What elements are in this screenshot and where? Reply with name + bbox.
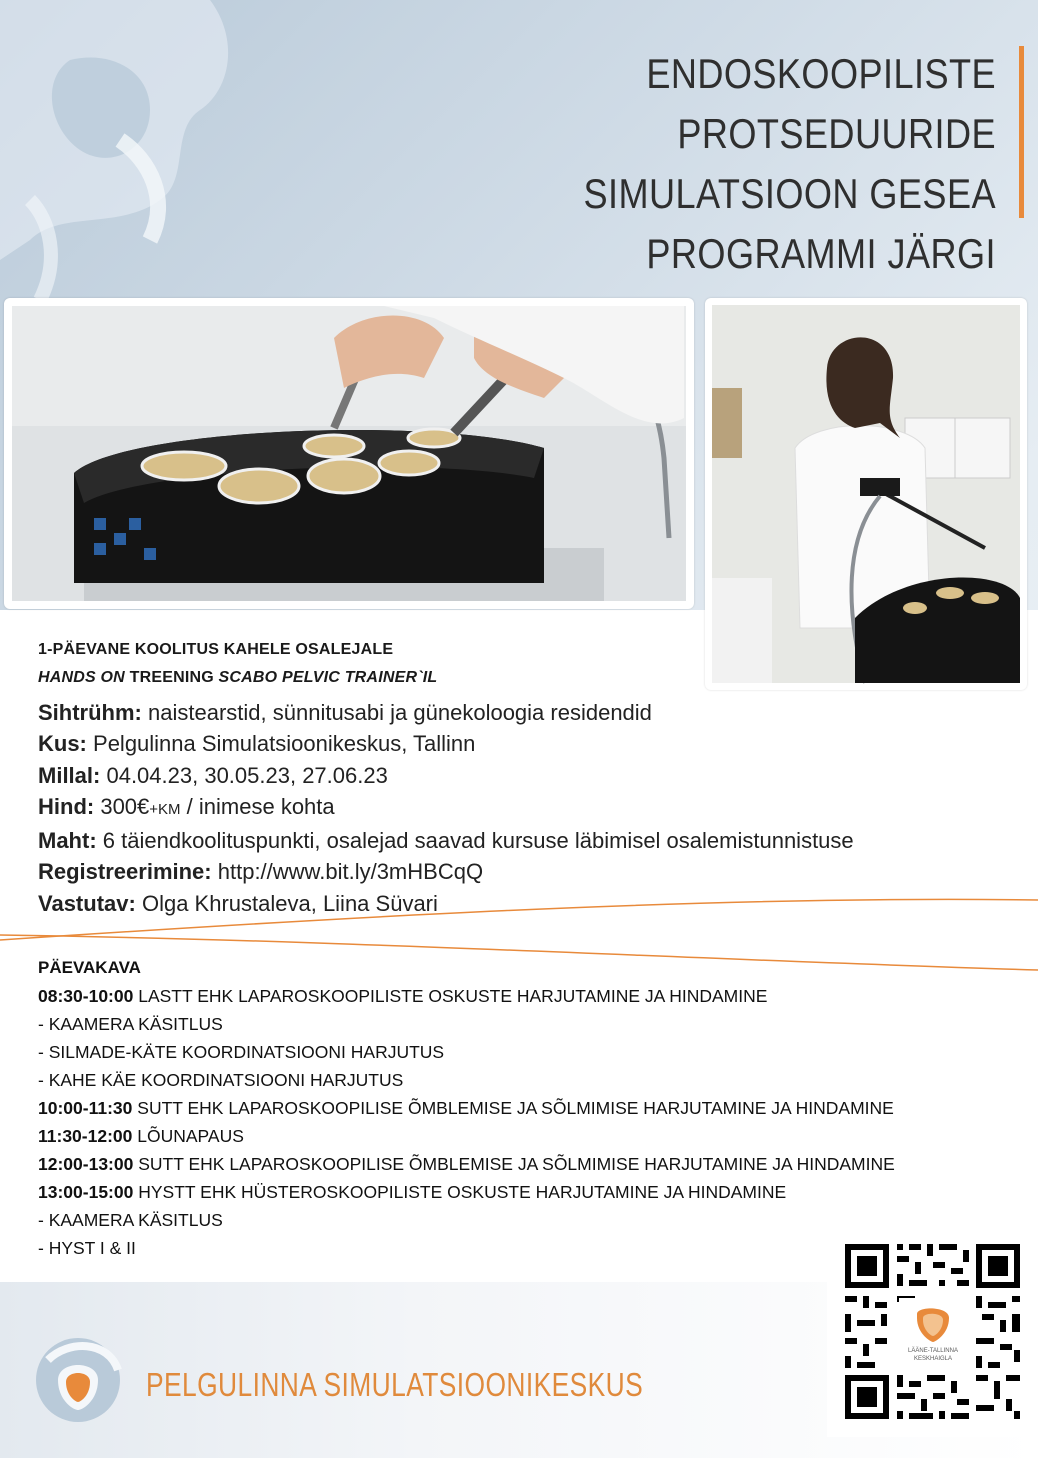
schedule-item: - SILMADE-KÄTE KOORDINATSIOONI HARJUTUS xyxy=(38,1042,445,1062)
schedule-item: 10:00-11:30 SUTT EHK LAPAROSKOOPILISE ÕMBLEMISE JA SÕLMIMISE HARJUTAMINE JA HINDAMINE xyxy=(38,1098,894,1118)
background-decoration xyxy=(0,0,300,300)
schedule-item: 08:30-10:00 LASTT EHK LAPAROSKOOPILISTE OSKUSTE HARJUTAMINE JA HINDAMINE xyxy=(38,986,768,1006)
schedule-item: 11:30-12:00 LÕUNAPAUS xyxy=(38,1126,244,1146)
title-line-3: PROGRAMMI JÄRGI xyxy=(646,230,996,277)
course-heading xyxy=(38,636,437,692)
detail-target-group: Sihtrühm: naistearstid, sünnitusabi ja günekoloogia residendid xyxy=(38,700,652,725)
qr-code-icon xyxy=(827,1226,1038,1437)
title-accent-bar xyxy=(1019,46,1024,218)
center-name: PELGULINNA SIMULATSIOONIKESKUS xyxy=(146,1366,644,1403)
detail-price: Hind: 300€+KM / inimese kohta xyxy=(38,793,335,819)
detail-registration: Registreerimine: http://www.bit.ly/3mHBCqQ xyxy=(38,859,484,885)
schedule-heading: PÄEVAKAVA xyxy=(38,958,141,977)
training-trainer: SCABO PELVIC TRAINER`IL xyxy=(218,669,438,686)
training-line xyxy=(38,664,437,692)
schedule-item: - HYST I & II xyxy=(38,1238,136,1258)
schedule-item: - KAAMERA KÄSITLUS xyxy=(38,1014,223,1034)
photo-instructor xyxy=(705,298,1027,690)
photo-pelvic-trainer xyxy=(4,298,694,609)
qr-code[interactable] xyxy=(827,1226,1038,1437)
registration-link[interactable]: http://www.bit.ly/3mHBCqQ xyxy=(217,859,484,885)
schedule-item: 12:00-13:00 SUTT EHK LAPAROSKOOPILISE ÕMBLEMISE JA SÕLMIMISE HARJUTAMINE JA HINDAMINE xyxy=(38,1154,895,1174)
title-line-1: ENDOSKOOPILISTE PROTSEDUURIDE xyxy=(646,50,996,157)
detail-dates: Millal: 04.04.23, 30.05.23, 27.06.23 xyxy=(38,762,388,788)
pelvic-trainer-image xyxy=(4,298,694,609)
course-format: 1-PÄEVANE KOOLITUS KAHELE OSALEJALE xyxy=(38,641,394,658)
training-prefix: HANDS ON xyxy=(38,669,125,686)
instructor-image xyxy=(705,298,1027,690)
schedule-item: - KAHE KÄE KOORDINATSIOONI HARJUTUS xyxy=(38,1070,404,1090)
detail-location: Kus: Pelgulinna Simulatsioonikeskus, Tallinn xyxy=(38,731,476,757)
schedule-item: 13:00-15:00 HYSTT EHK HÜSTEROSKOOPILISTE OSKUSTE HARJUTAMINE JA HINDAMINE xyxy=(38,1182,787,1202)
training-middle: TREENING xyxy=(129,669,214,686)
detail-responsible: Vastutav: Olga Khrustaleva, Liina Süvari xyxy=(38,890,438,916)
qr-logo-line-2: KESKHAIGLA xyxy=(913,1356,953,1362)
page-title xyxy=(377,44,996,284)
simulation-center-logo-icon xyxy=(28,1330,138,1430)
qr-logo-line-1: LÄÄNE-TALLINNA xyxy=(908,1348,958,1354)
schedule-item: - KAAMERA KÄSITLUS xyxy=(38,1210,223,1230)
schedule xyxy=(38,954,895,1262)
detail-credits: Maht: 6 täiendkoolituspunkti, osalejad saavad kursuse läbimisel osalemistunnistuse xyxy=(38,828,854,854)
title-line-2: SIMULATSIOON GESEA xyxy=(583,170,996,217)
